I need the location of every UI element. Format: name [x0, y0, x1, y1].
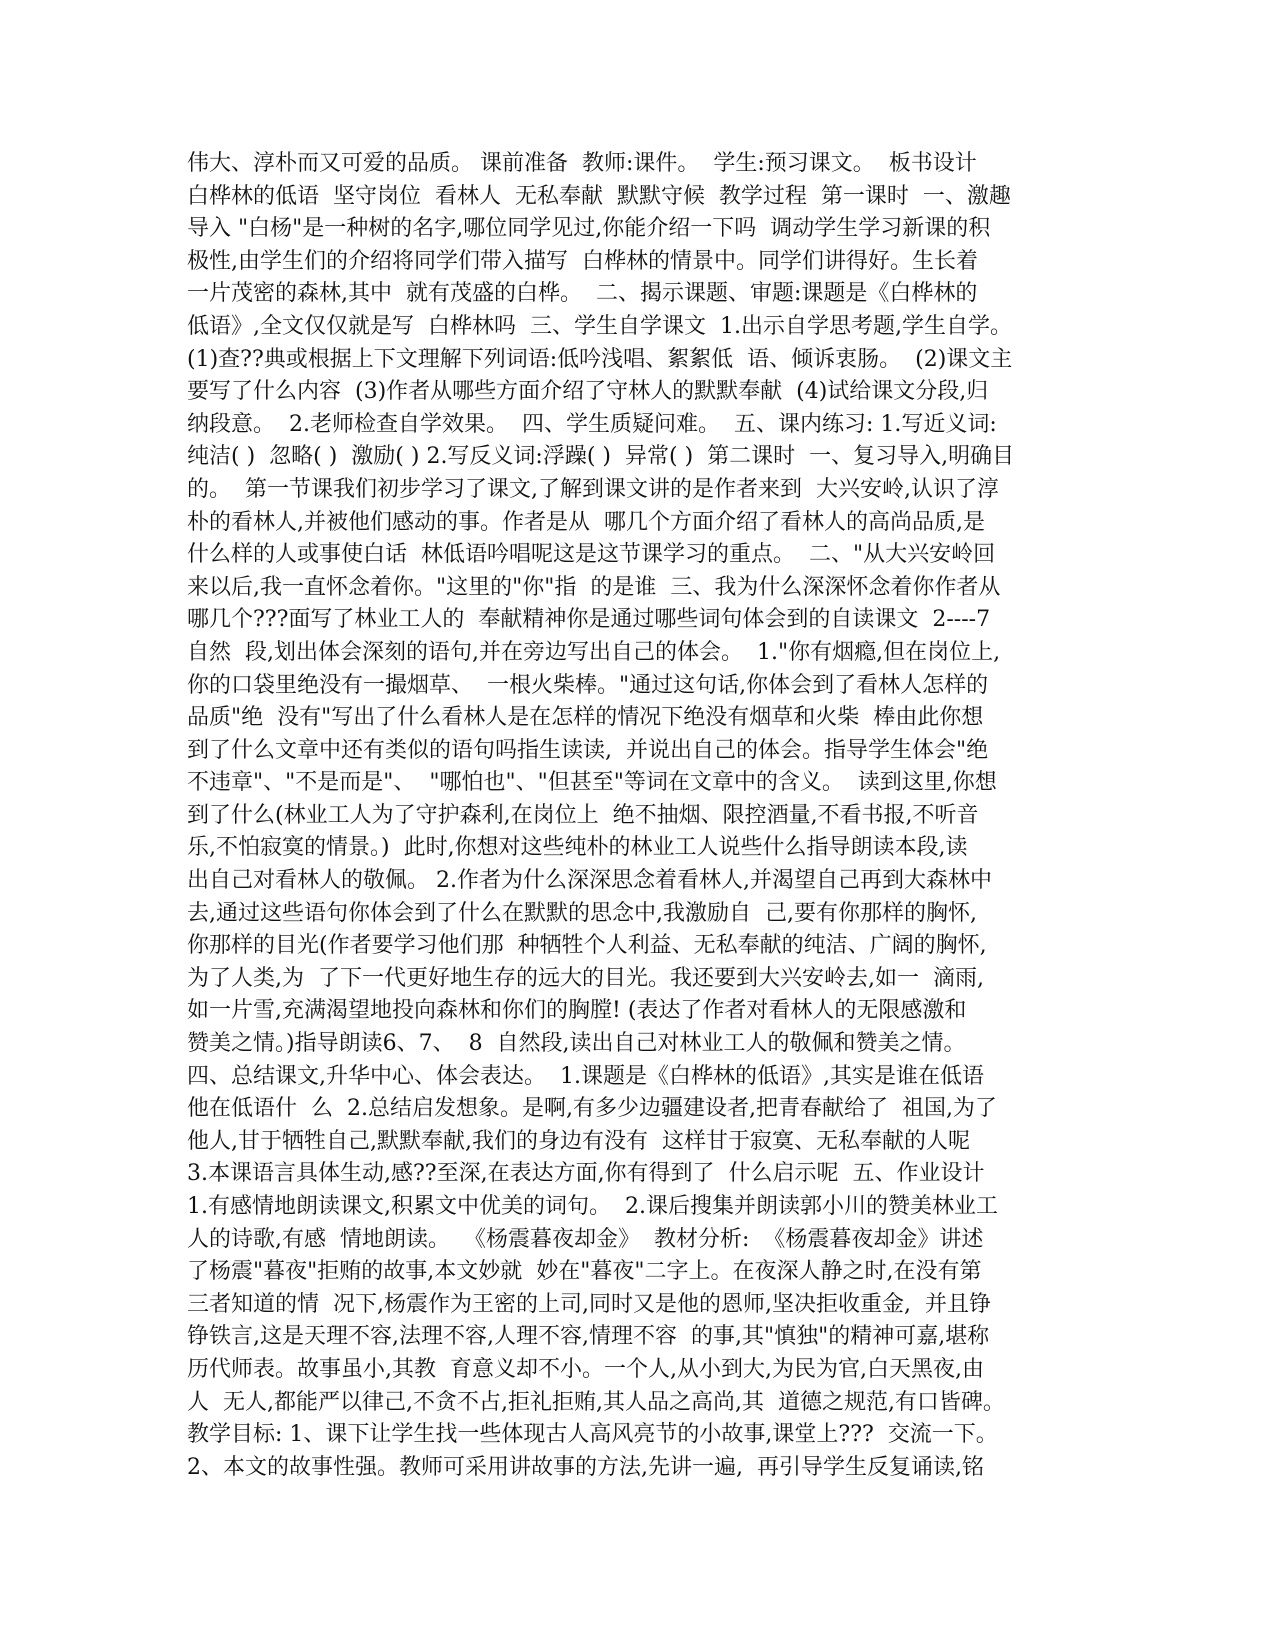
text-line: (1)查??典或根据上下文理解下列词语:低吟浅唱、絮絮低 语、倾诉衷肠。 (2)课文主 — [187, 346, 1013, 372]
text-line: 到了什么(林业工人为了守护森利,在岗位上 绝不抽烟、限控酒量,不看书报,不听音 — [187, 802, 979, 828]
text-line: 白桦林的低语 坚守岗位 看林人 无私奉献 默默守候 教学过程 第一课时 一、激趣 — [187, 183, 1011, 209]
text-line: 你的口袋里绝没有一撮烟草、 一根火柴棒。"通过这句话,你体会到了看林人怎样的 — [187, 672, 989, 698]
text-line: 导入 "白杨"是一种树的名字,哪位同学见过,你能介绍一下吗 调动学生学习新课的积 — [187, 216, 991, 242]
text-line: 纳段意。 2.老师检查自学效果。 四、学生质疑问难。 五、课内练习: 1.写近义词: — [187, 411, 997, 437]
text-line: 朴的看林人,并被他们感动的事。作者是从 哪几个方面介绍了看林人的高尚品质,是 — [187, 509, 985, 535]
text-line: 不违章"、"不是而是"、 "哪怕也"、"但甚至"等词在文章中的含义。 读到这里,你想 — [187, 770, 997, 796]
text-line: 他人,甘于牺牲自己,默默奉献,我们的身边有没有 这样甘于寂寞、无私奉献的人呢 — [187, 1128, 970, 1154]
text-line: 低语》,全文仅仅就是写 白桦林吗 三、学生自学课文 1.出示自学思考题,学生自学。 — [187, 313, 1012, 339]
text-line: 教学目标: 1、课下让学生找一些体现古人高风亮节的小故事,课堂上??? 交流一下。 — [187, 1422, 998, 1448]
text-line: 三者知道的情 况下,杨震作为王密的上司,同时又是他的恩师,坚决拒收重金, 并且铮 — [187, 1291, 991, 1317]
text-line: 了杨震"暮夜"拒贿的故事,本文妙就 妙在"暮夜"二字上。在夜深人静之时,在没有第 — [187, 1259, 982, 1285]
text-line: 极性,由学生们的介绍将同学们带入描写 白桦林的情景中。同学们讲得好。生长着 — [187, 248, 978, 274]
text-line: 乐,不怕寂寞的情景。) 此时,你想对这些纯朴的林业工人说些什么指导朗读本段,读 — [187, 835, 968, 861]
text-line: 人 无人,都能严以律己,不贪不占,拒礼拒贿,其人品之高尚,其 道德之规范,有口皆碑。 — [187, 1389, 1005, 1415]
text-line: 哪几个???面写了林业工人的 奉献精神你是通过哪些词句体会到的自读课文 2----7 — [187, 607, 991, 633]
text-line: 为了人类,为 了下一代更好地生存的远大的目光。我还要到大兴安岭去,如一 滴雨, — [187, 965, 984, 991]
text-line: 一片茂密的森林,其中 就有茂盛的白桦。 二、揭示课题、审题:课题是《白桦林的 — [187, 281, 978, 307]
text-line: 的。 第一节课我们初步学习了课文,了解到课文讲的是作者来到 大兴安岭,认识了淳 — [187, 476, 999, 502]
text-line: 如一片雪,充满渴望地投向森林和你们的胸膛! (表达了作者对看林人的无限感激和 — [187, 998, 967, 1024]
text-line: 他在低语什 么 2.总结启发想象。是啊,有多少边疆建设者,把青春献给了 祖国,为了 — [187, 1096, 997, 1122]
text-line: 伟大、淳朴而又可爱的品质。 课前准备 教师:课件。 学生:预习课文。 板书设计 — [187, 151, 977, 176]
text-line: 要写了什么内容 (3)作者从哪些方面介绍了守林人的默默奉献 (4)试给课文分段,归 — [187, 379, 989, 405]
text-line: 历代师表。故事虽小,其教 育意义却不小。一个人,从小到大,为民为官,白天黑夜,由 — [187, 1356, 984, 1382]
text-line: 四、总结课文,升华中心、体会表达。 1.课题是《白桦林的低语》,其实是谁在低语 — [187, 1063, 984, 1089]
text-line: 品质"绝 没有"写出了什么看林人是在怎样的情况下绝没有烟草和火柴 棒由此你想 — [187, 705, 984, 731]
text-line: 赞美之情。)指导朗读6、7、 8 自然段,读出自己对林业工人的敬佩和赞美之情。 — [187, 1031, 966, 1057]
text-line: 1.有感情地朗读课文,积累文中优美的词句。 2.课后搜集并朗读郭小川的赞美林业工 — [187, 1194, 998, 1219]
text-line: 2、本文的故事性强。教师可采用讲故事的方法,先讲一遍, 再引导学生反复诵读,铭 — [187, 1454, 984, 1480]
body-text — [187, 148, 1092, 1484]
text-line: 你那样的目光(作者要学习他们那 种牺牲个人利益、无私奉献的纯洁、广阔的胸怀, — [187, 933, 987, 959]
text-line: 3.本课语言具体生动,感??至深,在表达方面,你有得到了 什么启示呢 五、作业设计 — [187, 1161, 985, 1187]
text-line: 人的诗歌,有感 情地朗读。 《杨震暮夜却金》 教材分析: 《杨震暮夜却金》讲述 — [187, 1226, 984, 1252]
text-line: 自然 段,划出体会深刻的语句,并在旁边写出自己的体会。 1."你有烟瘾,但在岗位上, — [187, 639, 1001, 665]
text-line: 到了什么文章中还有类似的语句吗指生读读, 并说出自己的体会。指导学生体会"绝 — [187, 737, 989, 763]
text-line: 铮铁言,这是天理不容,法理不容,人理不容,情理不容 的事,其"慎独"的精神可嘉,堪称 — [187, 1324, 990, 1350]
text-line: 出自己对看林人的敬佩。 2.作者为什么深深思念着看林人,并渴望自己再到大森林中 — [187, 868, 992, 894]
text-line: 来以后,我一直怀念着你。"这里的"你"指 的是谁 三、我为什么深深怀念着你作者从 — [187, 574, 1001, 600]
text-line: 纯洁( ) 忽略( ) 激励( ) 2.写反义词:浮躁( ) 异常( ) 第二课时 一、复习导入,明确目 — [187, 444, 1015, 470]
text-line: 什么样的人或事使白话 林低语吟唱呢这是这节课学习的重点。 二、"从大兴安岭回 — [187, 542, 996, 568]
text-line: 去,通过这些语句你体会到了什么在默默的思念中,我激励自 己,要有你那样的胸怀, — [187, 900, 977, 926]
